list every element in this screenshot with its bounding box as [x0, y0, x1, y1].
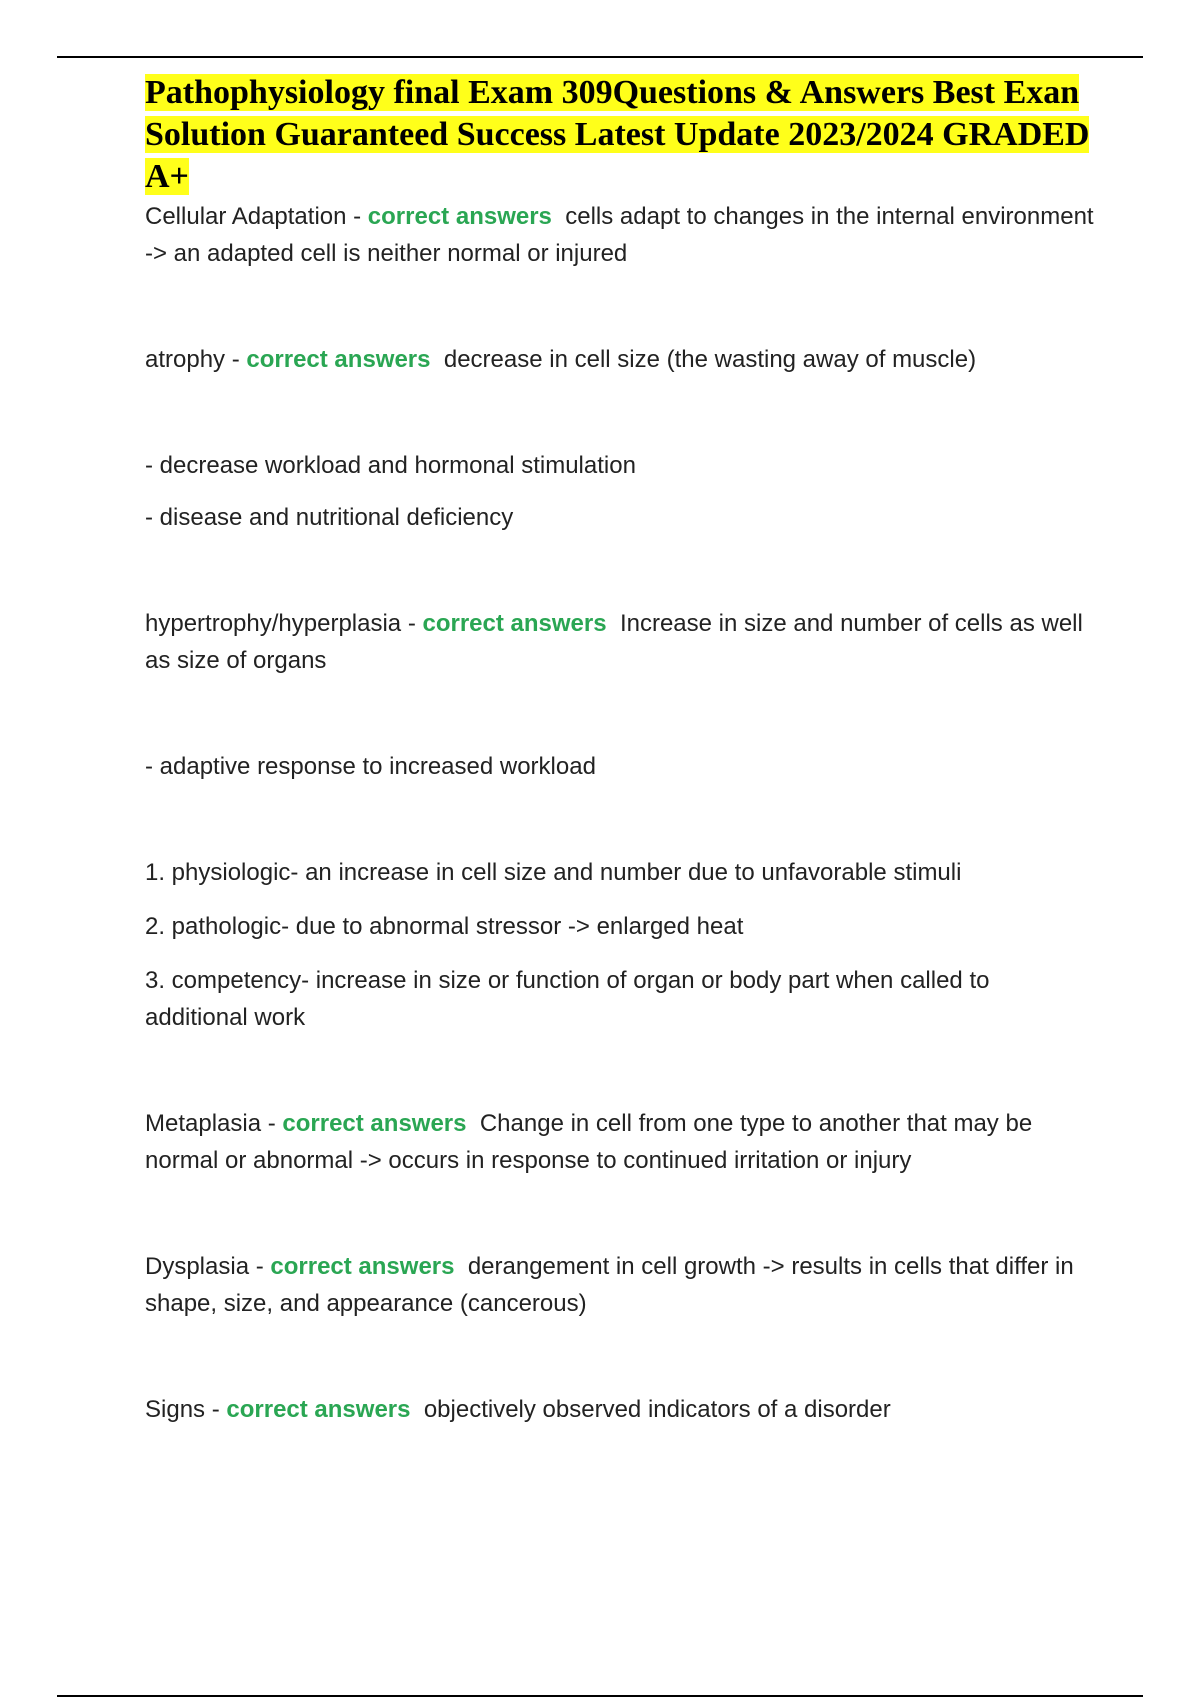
top-rule — [57, 56, 1143, 58]
entry-term: Dysplasia — [145, 1253, 250, 1280]
entry-separator: - — [346, 203, 368, 230]
entry-term: Cellular Adaptation — [145, 203, 347, 230]
hypertrophy-item-2: 2. pathologic- due to abnormal stressor -> enlarged heat — [145, 913, 744, 940]
entry-term: atrophy — [145, 346, 226, 373]
entry-atrophy — [145, 341, 1095, 378]
entry-term: Signs — [145, 1396, 206, 1423]
entry-metaplasia — [145, 1105, 1095, 1179]
document-body — [145, 72, 1095, 1428]
bottom-rule — [57, 1695, 1143, 1697]
entry-definition: Increase in size and number of cells as well as size of organs — [145, 610, 1083, 674]
document-title — [145, 72, 1095, 198]
entry-term: Metaplasia — [145, 1110, 262, 1137]
correct-answers-label: correct answers — [270, 1253, 455, 1280]
entry-separator: - — [205, 1396, 227, 1423]
correct-answers-label: correct answers — [367, 203, 552, 230]
entry-term: hypertrophy/hyperplasia — [145, 610, 402, 637]
entry-definition: cells adapt to changes in the internal environment -> an adapted cell is neither normal or injured — [145, 203, 1094, 267]
hypertrophy-bullet: - adaptive response to increased workload — [145, 753, 596, 780]
entry-cellular-adaptation — [145, 198, 1095, 272]
entry-separator: - — [225, 346, 247, 373]
entry-definition: decrease in cell size (the wasting away of muscle) — [443, 346, 977, 373]
entry-dysplasia — [145, 1248, 1095, 1322]
entry-separator: - — [249, 1253, 271, 1280]
entry-definition: derangement in cell growth -> results in cells that differ in shape, size, and appearance (cancerous) — [145, 1253, 1074, 1317]
correct-answers-label: correct answers — [422, 610, 607, 637]
entry-hypertrophy — [145, 605, 1095, 679]
correct-answers-label: correct answers — [246, 346, 431, 373]
correct-answers-label: correct answers — [226, 1396, 411, 1423]
correct-answers-label: correct answers — [282, 1110, 467, 1137]
hypertrophy-item-1: 1. physiologic- an increase in cell size and number due to unfavorable stimuli — [145, 859, 962, 886]
entry-separator: - — [401, 610, 423, 637]
entry-definition: objectively observed indicators of a disorder — [423, 1396, 891, 1423]
entry-signs — [145, 1391, 1095, 1428]
title-highlight: Pathophysiology final Exam 309Questions & Answers Best Exan Solution Guaranteed Success Latest Update 2023/2024 GRADED A+ — [145, 74, 1090, 195]
atrophy-bullet-2: - disease and nutritional deficiency — [145, 504, 514, 531]
hypertrophy-item-3: 3. competency- increase in size or function of organ or body part when called to additional work — [145, 967, 990, 1031]
entry-separator: - — [261, 1110, 283, 1137]
atrophy-bullet-1: - decrease workload and hormonal stimulation — [145, 452, 636, 479]
entry-definition: Change in cell from one type to another that may be normal or abnormal -> occurs in response to continued irritation or injury — [145, 1110, 1033, 1174]
